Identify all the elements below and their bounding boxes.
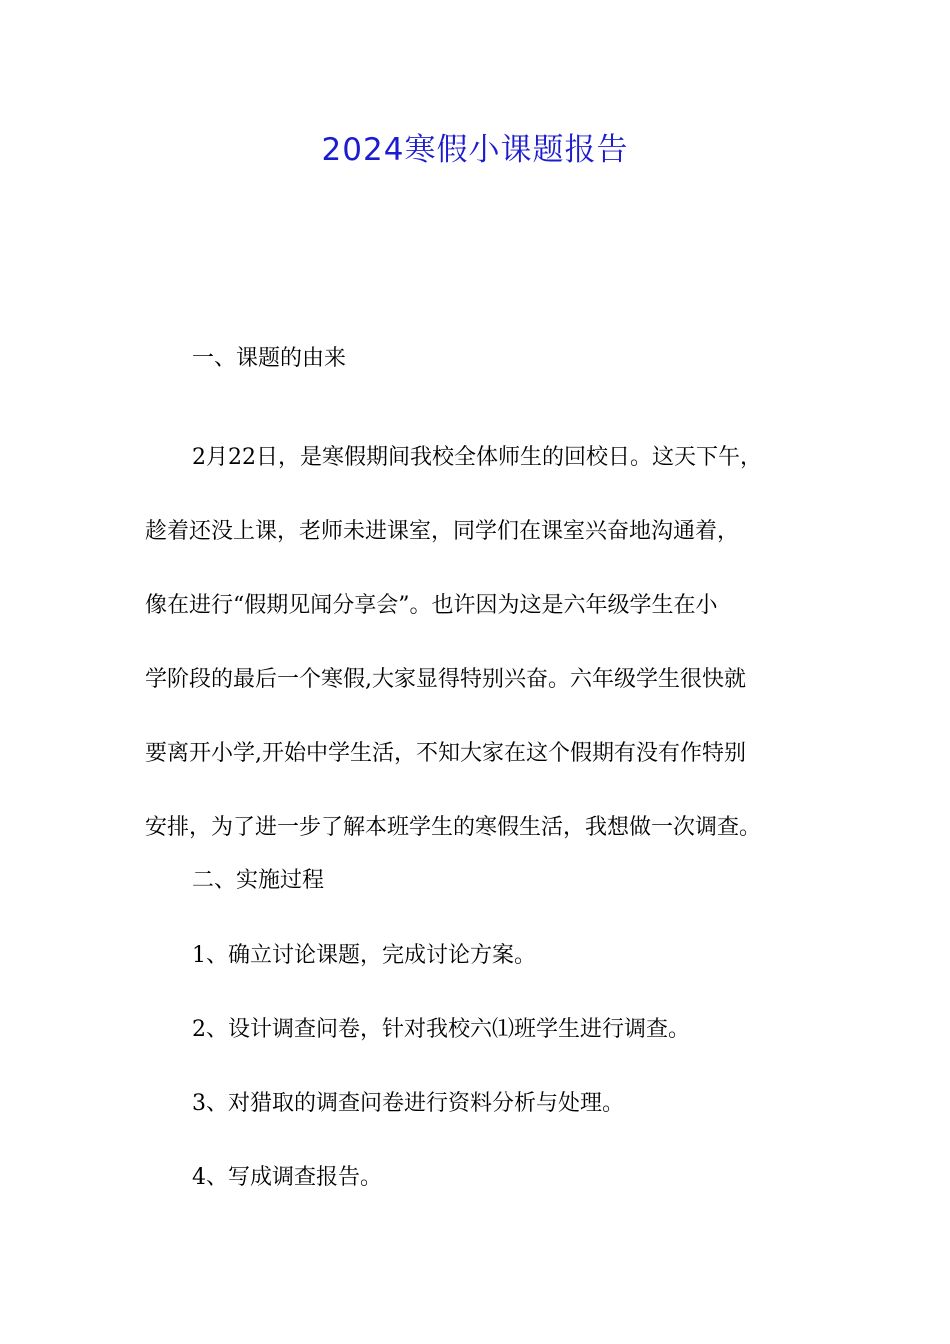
paragraph-line: 学阶段的最后一个寒假,大家显得特别兴奋。六年级学生很快就 [145,667,746,692]
section-heading-process: 二、实施过程 [192,868,325,893]
process-step-3: 3、对猎取的调查问卷进行资料分析与处理。 [192,1091,624,1116]
process-step-1: 1、确立讨论课题，完成讨论方案。 [192,943,536,968]
paragraph-line: 安排，为了进一步了解本班学生的寒假生活，我想做一次调查。 [145,815,762,840]
origin-paragraph [145,421,810,865]
paragraph-line: 趁着还没上课，老师未进课室，同学们在课室兴奋地沟通着， [145,519,740,544]
process-step-2: 2、设计调查问卷，针对我校六⑴班学生进行调查。 [192,1017,690,1042]
paragraph-line: 要离开小学,开始中学生活，不知大家在这个假期有没有作特别 [145,741,746,766]
section-heading-origin: 一、课题的由来 [192,346,347,371]
process-step-4: 4、写成调查报告。 [192,1165,382,1190]
paragraph-line: 像在进行“假期见闻分享会”。也许因为这是六年级学生在小 [145,593,718,618]
document-title: 2024寒假小课题报告 [321,132,629,168]
paragraph-line: 2月22日，是寒假期间我校全体师生的回校日。这天下午， [192,445,762,470]
